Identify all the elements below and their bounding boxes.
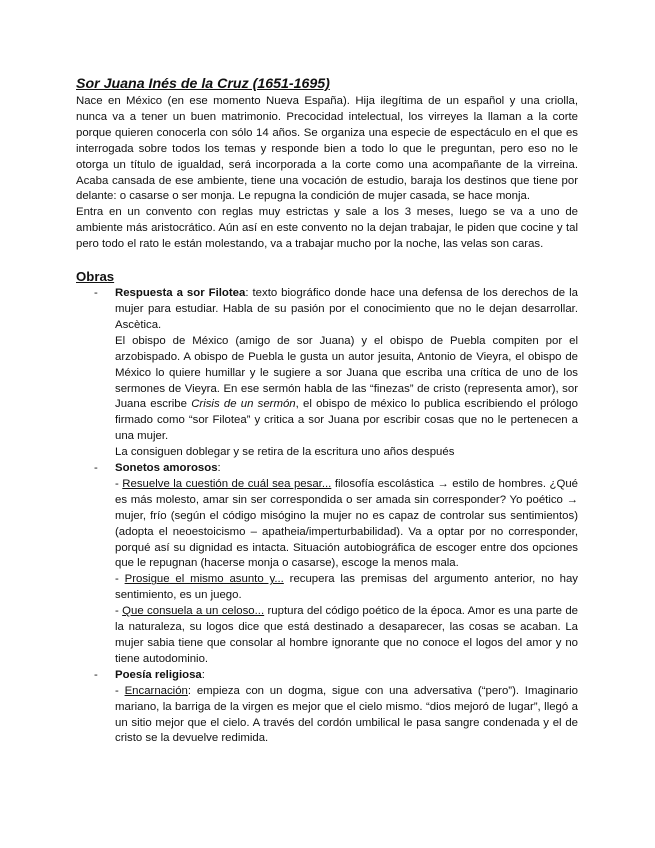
- list-item-filotea: [76, 286, 578, 461]
- encarnacion-title: Encarnación: [124, 684, 188, 697]
- soneto-2: [115, 572, 578, 604]
- soneto-3: [115, 604, 578, 668]
- intro-paragraph-1: Nace en México (en ese momento Nueva España). Hija ilegítima de un español y una criolla, nunca va a tener un buen matrimonio. Precocidad intelectual, los virreyes la llaman a la corte porque quieren conocerla con sólo 14 años. Se organiza una especie de espectáculo en el que es interrogada sobre todos los temas y responde bien a todo lo que le preguntan, pero eso no le otorga un título de igualdad, será incorporada a la corte como una acompañante de la virreina. Acaba cansada de ese ambiente, tiene una vocación de estudio, baraja los destinos que tiene por delante: o casarse o ser monja. Le repugna la condición de mujer casada, se hace monja.: [76, 95, 578, 203]
- sonetos-body: [115, 461, 578, 668]
- filotea-heading: Respuesta a sor Filotea: [115, 287, 246, 300]
- document-page: [76, 74, 578, 747]
- poesia-heading-line: [115, 668, 578, 684]
- list-bullet: -: [94, 668, 98, 681]
- encarnacion-paragraph: [115, 684, 578, 748]
- soneto-2-title: Prosigue el mismo asunto y...: [124, 573, 284, 586]
- filotea-paragraph-2: [115, 334, 578, 445]
- sonetos-heading-line: [115, 461, 578, 477]
- soneto-2-text: recupera las premisas del argumento anterior, no hay sentimiento, es un juego.: [115, 573, 578, 602]
- crisis-sermon-title: Crisis de un sermón: [191, 398, 296, 411]
- filotea-text: El obispo de México (amigo de sor Juana) y el obispo de Puebla compiten por el arzobispado. A obispo de Puebla le gusta un autor jesuita, Antonio de Vieyra, el obispo de México lo quiere humillar y le sugiere a sor Juana que escriba una crítica de uno de los sermones de Vieyra. En ese sermón habla de las “finezas” de cristo (representa amor), sor Juana escribe: [115, 334, 578, 411]
- filotea-text-cont: , el obispo de méxico lo publica escribiendo el prólogo firmado como “sor Filotea” y critica a sor Juana por escribir cosas que no le pertenecen a una mujer.: [115, 398, 578, 443]
- dash-lead: -: [115, 573, 125, 586]
- list-item-poesia: [76, 668, 578, 748]
- sonetos-heading: Sonetos amorosos: [115, 462, 218, 475]
- document-title: Sor Juana Inés de la Cruz (1651-1695): [76, 76, 330, 92]
- soneto-1: [115, 477, 578, 572]
- section-title-obras: Obras: [76, 269, 115, 285]
- soneto-3-text: ruptura del código poético de la época. Amor es una parte de la naturaleza, su logos dice que está destinado a desaparecer, las cosas se acaban. La mujer sabia tiene que consolar al hombre ignorante que no conoce el logos del amor y no tiene autodominio.: [115, 605, 578, 665]
- soneto-3-title: Que consuela a un celoso...: [122, 605, 265, 618]
- encarnacion-text: : empieza con un dogma, sigue con una adversativa (“pero”). Imaginario mariano, la barriga de la virgen es mejor que el cielo mismo. “dios mejoró de lugar”, llegó a un sitio mejor que el cielo. A través del cordón umbilical le pasa sangre condenada y el de cristo se la devuelve redimida.: [115, 684, 578, 745]
- dash-lead: -: [115, 605, 123, 618]
- heading-colon: :: [201, 668, 205, 681]
- dash-lead: -: [115, 477, 123, 490]
- list-bullet: -: [94, 462, 98, 475]
- intro-paragraph-2: Entra en un convento con reglas muy estrictas y sale a los 3 meses, luego se va a uno de ambiente más aristocrático. Aún así en este convento no la dejan trabajar, le piden que cocine y tal pero todo el rato le están molestando, va a trabajar mucho por la noche, las velas son caras.: [76, 206, 578, 251]
- poesia-heading: Poesía religiosa: [115, 668, 202, 681]
- filotea-paragraph-1: [115, 286, 578, 334]
- filotea-description: : texto biográfico donde hace una defensa de los derechos de la mujer para estudiar. Habla de su pasión por el conocimiento que no le dejan desarrollar. Ascètica.: [115, 287, 578, 331]
- filotea-body: [115, 286, 578, 461]
- poesia-body: [115, 668, 578, 748]
- soneto-1-title: Resuelve la cuestión de cuál sea pesar...: [122, 477, 332, 490]
- dash-lead: -: [115, 684, 125, 697]
- heading-colon: :: [217, 462, 221, 475]
- list-bullet: -: [94, 287, 98, 300]
- soneto-1-text: filosofía escolástica → estilo de hombres. ¿Qué es más molesto, amar sin ser correspondida o ser amada sin corresponder? Yo poético → mujer, frío (según el código misógino la mujer no es capaz de controlar sus sentimientos) (adopta el neoestoicismo – apatheia/imperturbabilidad). Va a optar por no corresponder, porqué así su dignidad es intacta. Situación autobiográfica de escoger entre dos opciones que le repugnan (hacerse monja o casarse), escoge la menos mala.: [115, 477, 578, 570]
- list-item-sonetos: [76, 461, 578, 668]
- filotea-paragraph-3: La consiguen doblegar y se retira de la escritura uno años después: [115, 446, 455, 459]
